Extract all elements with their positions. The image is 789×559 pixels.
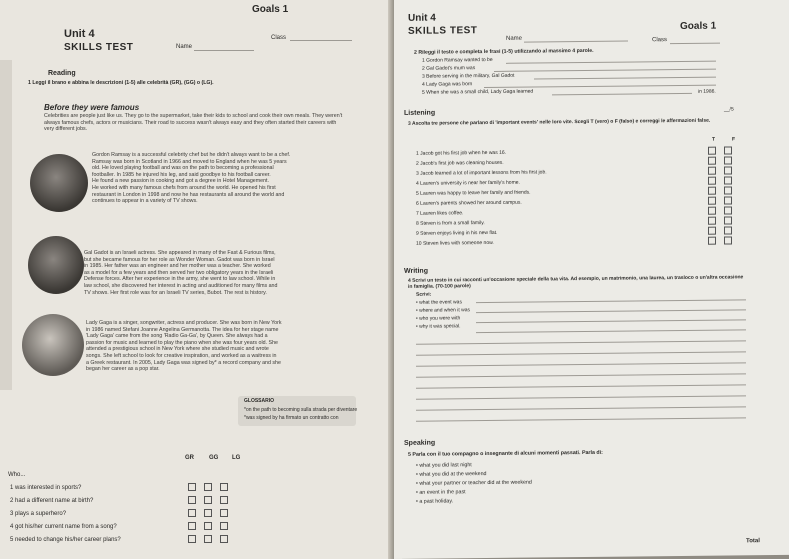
speaking-bullet: • an event in the past <box>416 489 466 496</box>
true-header: T <box>712 136 716 143</box>
gal-text <box>84 250 277 296</box>
lady-text <box>86 320 282 373</box>
writing-line[interactable] <box>416 384 746 388</box>
true-checkbox[interactable] <box>708 147 716 155</box>
checkbox-lg[interactable] <box>220 496 228 504</box>
lady-line: a Greek restaurant. In 2005, Lady Gaga was signed by* a record company and she <box>86 359 281 366</box>
false-checkbox[interactable] <box>724 176 732 184</box>
true-checkbox[interactable] <box>708 227 716 235</box>
task2-instruction: 2 Rileggi il testo e completa le frasi (1-5) utilizzando al massimo 4 parole. <box>414 47 594 56</box>
match-item <box>10 509 228 518</box>
right-name-label: Name <box>506 35 523 42</box>
speaking-heading: Speaking <box>404 439 436 447</box>
task2-item: 5 When she was a small child, Lady Gaga learned <box>422 88 534 96</box>
gordon-line: Gordon Ramsay is a successful celebrity chef but he didn't always want to be a chef. <box>92 152 291 158</box>
listening-heading: Listening <box>404 109 436 117</box>
gal-line: law school, she discovered her interest in acting and auditioned for many films and <box>84 282 278 289</box>
gal-line: Gal Gadot is an Israeli actress. She appeared in many of the Fast & Furious films, <box>84 250 276 256</box>
match-item-text: 4 got his/her current name from a song? <box>10 523 117 530</box>
false-checkbox[interactable] <box>724 216 732 224</box>
gordon-line: He found a new passion in cooking and got a degree in Hotel Management. <box>92 178 269 185</box>
task2-item: 2 Gal Gadot's mum was <box>422 65 476 72</box>
intro-paragraph: Celebrities are people just like us. They go to the supermarket, take their kids to school and cook their own meals. They weren't always famous chefs, actors or musicians. Their road to success wasn't always easy and they often started their careers with very different jobs. <box>44 113 343 133</box>
writing-line[interactable] <box>416 406 746 410</box>
false-header: F <box>732 136 736 143</box>
section-title: Before they were famous <box>44 103 140 112</box>
glossary-entry: *on the path to becoming sulla strada per diventare <box>244 407 358 413</box>
writing-heading: Writing <box>404 267 428 275</box>
gordon-line: footballer. In 1985 he injured his leg, and said goodbye to his football career. <box>92 171 271 178</box>
tf-item-text: 9 Steven enjoys living in his new flat. <box>416 230 498 238</box>
scrivi-label: Scrivi: <box>416 291 432 298</box>
answer-line <box>534 77 716 80</box>
true-checkbox[interactable] <box>708 157 716 165</box>
true-checkbox[interactable] <box>708 207 716 215</box>
checkbox-gg[interactable] <box>204 483 212 491</box>
writing-bullet: • where and when it was <box>416 307 471 314</box>
checkbox-gg[interactable] <box>204 522 212 530</box>
checkbox-lg[interactable] <box>220 522 228 530</box>
writing-bullet: • who you were with <box>416 315 461 322</box>
checkbox-gr[interactable] <box>188 483 196 491</box>
speaking-bullet: • what you did last night <box>416 462 472 469</box>
total-label: Total <box>746 538 760 545</box>
checkbox-gr[interactable] <box>188 496 196 504</box>
right-class-line <box>670 43 720 45</box>
writing-bullet: • what the event was <box>416 299 462 306</box>
writing-line[interactable] <box>416 340 746 344</box>
gordon-text <box>92 152 290 205</box>
true-checkbox[interactable] <box>708 217 716 225</box>
checkbox-gr[interactable] <box>188 535 196 543</box>
false-checkbox[interactable] <box>724 166 732 174</box>
speaking-bullet: • a past holiday. <box>416 498 454 505</box>
checkbox-gr[interactable] <box>188 522 196 530</box>
checkbox-lg[interactable] <box>220 483 228 491</box>
tf-item <box>416 236 732 248</box>
tf-item-text: 1 Jacob got his first job when he was 16. <box>416 150 507 158</box>
checkbox-gg[interactable] <box>204 509 212 517</box>
gal-line: in 1985. Her father was an engineer and her mother was a teacher. She worked <box>84 263 271 270</box>
false-checkbox[interactable] <box>724 226 732 234</box>
in-1986: in 1986. <box>698 88 716 95</box>
gal-line: as a model for a few years and then served her two obligatory years in the Israeli <box>84 269 274 276</box>
tf-item-text: 10 Steven lives with someone now. <box>416 240 494 248</box>
task2-item: 1 Gordon Ramsay wanted to be <box>422 56 493 64</box>
false-checkbox[interactable] <box>724 196 732 204</box>
speaking-bullet: • what you did at the weekend <box>416 471 487 478</box>
gal-line: Defense forces. After her experience in the army, she went to law school. While in <box>84 276 276 283</box>
lady-line: attended a prestigious school in New York where she studied music and wrote <box>86 346 269 353</box>
col-lg: LG <box>232 455 241 461</box>
left-edge-tab <box>0 60 12 390</box>
tf-item-text: 3 Jacob learned a lot of important lessons from his first job. <box>416 169 547 178</box>
gal-line: but she became famous for her role as Wonder Woman. Gadot was born in Israel <box>84 256 275 263</box>
task3-instruction: 3 Ascolta tre persone che parlano di 'important events' nelle loro vite. Scegli T (vero) o F (falso) e correggi le affermazioni false. <box>408 117 711 127</box>
match-item-text: 5 needed to change his/her career plans? <box>10 536 121 543</box>
left-class-label: Class <box>271 35 287 41</box>
gal-gadot-photo <box>28 236 84 294</box>
gordon-line: Ramsay was born in Scotland in 1966 and moved to England when he was 5 years <box>92 158 287 165</box>
lady-line: passion for music and learned to play the piano when she was four years old. She <box>86 339 278 346</box>
writing-line[interactable] <box>476 309 746 313</box>
task2-score: __/5 <box>724 106 734 113</box>
true-checkbox[interactable] <box>708 197 716 205</box>
col-gg: GG <box>209 455 219 461</box>
gordon-line: continues to appear in a variety of TV shows. <box>92 198 198 205</box>
gordon-line: old. He loved playing football and was on the path to becoming a professional <box>92 165 274 172</box>
lady-line: songs. She left school to look for creative inspiration, and worked as a waitress in <box>86 352 277 359</box>
writing-line[interactable] <box>416 373 746 377</box>
lady-line: 'Lady Gaga' came from the song 'Radio Ga-Ga', by Queen. She always had a <box>86 333 268 340</box>
checkbox-gg[interactable] <box>204 496 212 504</box>
match-item <box>10 522 228 531</box>
gordon-ramsay-photo <box>30 154 88 212</box>
task1-instruction: 1 Leggi il brano e abbina le descrizioni (1-5) alle celebrità (GR), (GG) o (LG). <box>28 80 214 86</box>
lady-line: in 1986 named Stefani Joanne Angelina Germanotta. The idea for her stage name <box>86 326 279 333</box>
checkbox-lg[interactable] <box>220 535 228 543</box>
match-item-text: 3 plays a superhero? <box>10 510 67 517</box>
left-class-line <box>290 40 352 41</box>
writing-bullet: • why it was special. <box>416 323 461 330</box>
glossary-box <box>238 396 356 426</box>
glossary-title: GLOSSARIO <box>244 398 275 404</box>
tf-item-text: 6 Lauren's parents showed her around campus. <box>416 199 522 208</box>
answer-line <box>484 85 716 88</box>
answer-line <box>552 93 692 95</box>
checkbox-gg[interactable] <box>204 535 212 543</box>
false-checkbox[interactable] <box>724 186 732 194</box>
false-checkbox[interactable] <box>724 156 732 164</box>
answer-line <box>494 69 716 72</box>
task2-item: 4 Lady Gaga was born <box>422 81 473 88</box>
right-goals: Goals 1 <box>680 20 717 33</box>
answer-line <box>506 61 716 64</box>
right-unit: Unit 4 <box>408 12 436 24</box>
writing-line[interactable] <box>416 417 746 421</box>
task2-item: 3 Before serving in the military, Gal Gadot <box>422 72 515 80</box>
writing-line[interactable] <box>476 329 746 333</box>
task4-instruction: 4 Scrivi un testo in cui racconti un'occasione speciale della tua vita. Ad esempio, un matrimonio, una laurea, un trasloco o un'altra occasione in famiglia. (70-100 parole) <box>408 274 744 290</box>
left-skills-test: SKILLS TEST <box>64 42 134 53</box>
tf-item-text: 7 Lauren likes coffee. <box>416 210 464 218</box>
task5-instruction: 5 Parla con il tuo compagno o insegnante di alcuni momenti passati. Parla di: <box>408 449 603 458</box>
false-checkbox[interactable] <box>724 146 732 154</box>
true-checkbox[interactable] <box>708 167 716 175</box>
col-gr: GR <box>185 455 194 461</box>
tf-item-text: 8 Steven is from a small family. <box>416 220 485 228</box>
right-name-line <box>524 41 628 43</box>
match-item-text: 2 had a different name at birth? <box>10 497 94 504</box>
writing-line[interactable] <box>416 395 746 399</box>
writing-line[interactable] <box>476 299 746 303</box>
writing-line[interactable] <box>416 362 746 366</box>
match-item <box>10 483 228 492</box>
checkbox-lg[interactable] <box>220 509 228 517</box>
right-page <box>394 0 789 559</box>
reading-heading: Reading <box>48 70 76 77</box>
who-label: Who... <box>8 472 26 478</box>
gordon-line: He worked with many famous chefs from around the world. He opened his first <box>92 184 276 191</box>
true-checkbox[interactable] <box>708 237 716 245</box>
false-checkbox[interactable] <box>724 236 732 244</box>
match-item <box>10 535 228 544</box>
left-name-label: Name <box>176 44 193 50</box>
left-unit: Unit 4 <box>64 28 95 40</box>
writing-line[interactable] <box>416 351 746 355</box>
true-checkbox[interactable] <box>708 177 716 185</box>
true-checkbox[interactable] <box>708 187 716 195</box>
lady-line: began her career as a pop star. <box>86 366 160 373</box>
left-goals: Goals 1 <box>252 4 289 15</box>
lady-gaga-photo <box>22 314 84 376</box>
match-item-text: 1 was interested in sports? <box>10 484 82 491</box>
intro-text <box>44 113 344 133</box>
lady-line: Lady Gaga is a singer, songwriter, actress and producer. She was born in New York <box>86 320 282 326</box>
writing-line[interactable] <box>476 319 746 323</box>
tf-item-text: 5 Lauren was happy to leave her family and friends. <box>416 189 531 198</box>
checkbox-gr[interactable] <box>188 509 196 517</box>
gal-line: TV shows. Her first role was for an Israeli TV series, Bubot. The rest is history. <box>84 289 267 296</box>
tf-item-text: 2 Jacob's first job was cleaning houses. <box>416 160 504 168</box>
false-checkbox[interactable] <box>724 206 732 214</box>
speaking-bullet: • what your partner or teacher did at the weekend <box>416 479 532 487</box>
right-class-label: Class <box>652 37 668 44</box>
match-item <box>10 496 228 505</box>
left-name-line <box>194 50 254 51</box>
glossary-entry: *was signed by ha firmato un contratto con <box>244 415 339 421</box>
right-skills-test: SKILLS TEST <box>408 25 478 37</box>
tf-item-text: 4 Lauren's university is near her family's home. <box>416 180 520 188</box>
gordon-line: restaurant in London in 1998 and now he has restaurants all around the world and <box>92 191 285 198</box>
